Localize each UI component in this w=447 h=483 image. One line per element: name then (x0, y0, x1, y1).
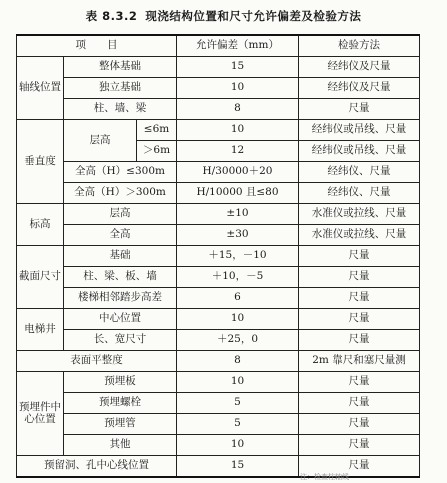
row-method: 尺量 (299, 435, 420, 456)
table-row (17, 309, 420, 330)
row-item: 预埋管 (64, 414, 177, 435)
header-tolerance: 允许偏差（mm） (177, 35, 299, 57)
row-tolerance: 15 (177, 57, 299, 78)
row-tolerance: 5 (177, 393, 299, 414)
row-item: 基础 (64, 246, 177, 267)
table-row (17, 183, 420, 204)
table-row (17, 204, 420, 225)
row-tolerance: 10 (177, 120, 299, 141)
group-section: 截面尺寸 (17, 246, 64, 309)
group-elevation: 标高 (17, 204, 64, 246)
table-row (17, 414, 420, 435)
row-tolerance: 6 (177, 288, 299, 309)
table-caption: 现浇结构位置和尺寸允许偏差及检验方法 (145, 9, 362, 23)
row-tolerance: 8 (177, 99, 299, 120)
row-method: 经纬仪及尺量 (299, 78, 420, 99)
table-row (17, 99, 420, 120)
table-row (17, 288, 420, 309)
row-item: ≤6m (137, 120, 177, 141)
row-item: 柱、梁、板、墙 (64, 267, 177, 288)
table-row (17, 330, 420, 351)
row-method: 尺量 (299, 456, 420, 478)
row-method: 水准仪或拉线、尺量 (299, 225, 420, 246)
tolerance-table (16, 34, 420, 478)
group-floor-height: 层高 (64, 120, 137, 162)
table-row (17, 162, 420, 183)
row-tolerance: 10 (177, 78, 299, 99)
row-method: 经纬仪、尺量 (299, 183, 420, 204)
row-item: 全高 (64, 225, 177, 246)
row-item: 全高（H）≤300m (64, 162, 177, 183)
table-row (17, 372, 420, 393)
row-method: 尺量 (299, 99, 420, 120)
row-tolerance: ±10 (177, 204, 299, 225)
row-method: 经纬仪及尺量 (299, 57, 420, 78)
row-tolerance: 10 (177, 435, 299, 456)
row-item: 整体基础 (64, 57, 177, 78)
group-elevator: 电梯井 (17, 309, 64, 351)
row-method: 尺量 (299, 288, 420, 309)
group-embedded: 预埋件中心位置 (17, 372, 64, 456)
row-item: 中心位置 (64, 309, 177, 330)
row-item: 全高（H）＞300m (64, 183, 177, 204)
row-method: 尺量 (299, 267, 420, 288)
table-row (17, 57, 420, 78)
row-tolerance: ＋15，－10 (177, 246, 299, 267)
row-method: 尺量 (299, 246, 420, 267)
row-method: 经纬仪或吊线、尺量 (299, 141, 420, 162)
row-tolerance: 10 (177, 372, 299, 393)
table-title (0, 8, 447, 24)
row-tolerance: H/30000＋20 (177, 162, 299, 183)
table-row (17, 435, 420, 456)
row-method: 经纬仪、尺量 (299, 162, 420, 183)
table-number: 表 8.3.2 (85, 9, 138, 23)
row-tolerance: ＋25，0 (177, 330, 299, 351)
row-tolerance: 12 (177, 141, 299, 162)
row-method: 经纬仪或吊线、尺量 (299, 120, 420, 141)
table-header-row (17, 35, 420, 57)
row-item: 独立基础 (64, 78, 177, 99)
row-tolerance: H/10000 且≤80 (177, 183, 299, 204)
row-item: 预留洞、孔中心线位置 (17, 456, 177, 478)
row-item: ＞6m (137, 141, 177, 162)
row-method: 尺量 (299, 309, 420, 330)
row-item: 预埋板 (64, 372, 177, 393)
row-tolerance: ±30 (177, 225, 299, 246)
row-item: 柱、墙、梁 (64, 99, 177, 120)
row-item: 表面平整度 (17, 351, 177, 372)
table-row (17, 78, 420, 99)
row-method: 水准仪或拉线、尺量 (299, 204, 420, 225)
header-method: 检验方法 (299, 35, 420, 57)
table-row (17, 246, 420, 267)
row-tolerance: 8 (177, 351, 299, 372)
row-tolerance: 10 (177, 309, 299, 330)
row-tolerance: ＋10，－5 (177, 267, 299, 288)
header-item: 项 目 (17, 35, 177, 57)
row-method: 尺量 (299, 372, 420, 393)
table-row (17, 351, 420, 372)
table-row (17, 225, 420, 246)
group-vertical: 垂直度 (17, 120, 64, 204)
row-method: 尺量 (299, 330, 420, 351)
row-item: 其他 (64, 435, 177, 456)
row-item: 预埋螺栓 (64, 393, 177, 414)
table-row (17, 393, 420, 414)
row-tolerance: 15 (177, 456, 299, 478)
row-item: 楼梯相邻踏步高差 (64, 288, 177, 309)
row-item: 长、宽尺寸 (64, 330, 177, 351)
table-row (17, 120, 420, 141)
row-method: 尺量 (299, 393, 420, 414)
footer-note: 注：检查柱轴线 (300, 473, 349, 481)
table-row (17, 456, 420, 478)
row-method: 尺量 (299, 414, 420, 435)
table-row (17, 267, 420, 288)
row-item: 层高 (64, 204, 177, 225)
row-method: 2m 靠尺和塞尺量测 (299, 351, 420, 372)
row-tolerance: 5 (177, 414, 299, 435)
group-axis: 轴线位置 (17, 57, 64, 120)
